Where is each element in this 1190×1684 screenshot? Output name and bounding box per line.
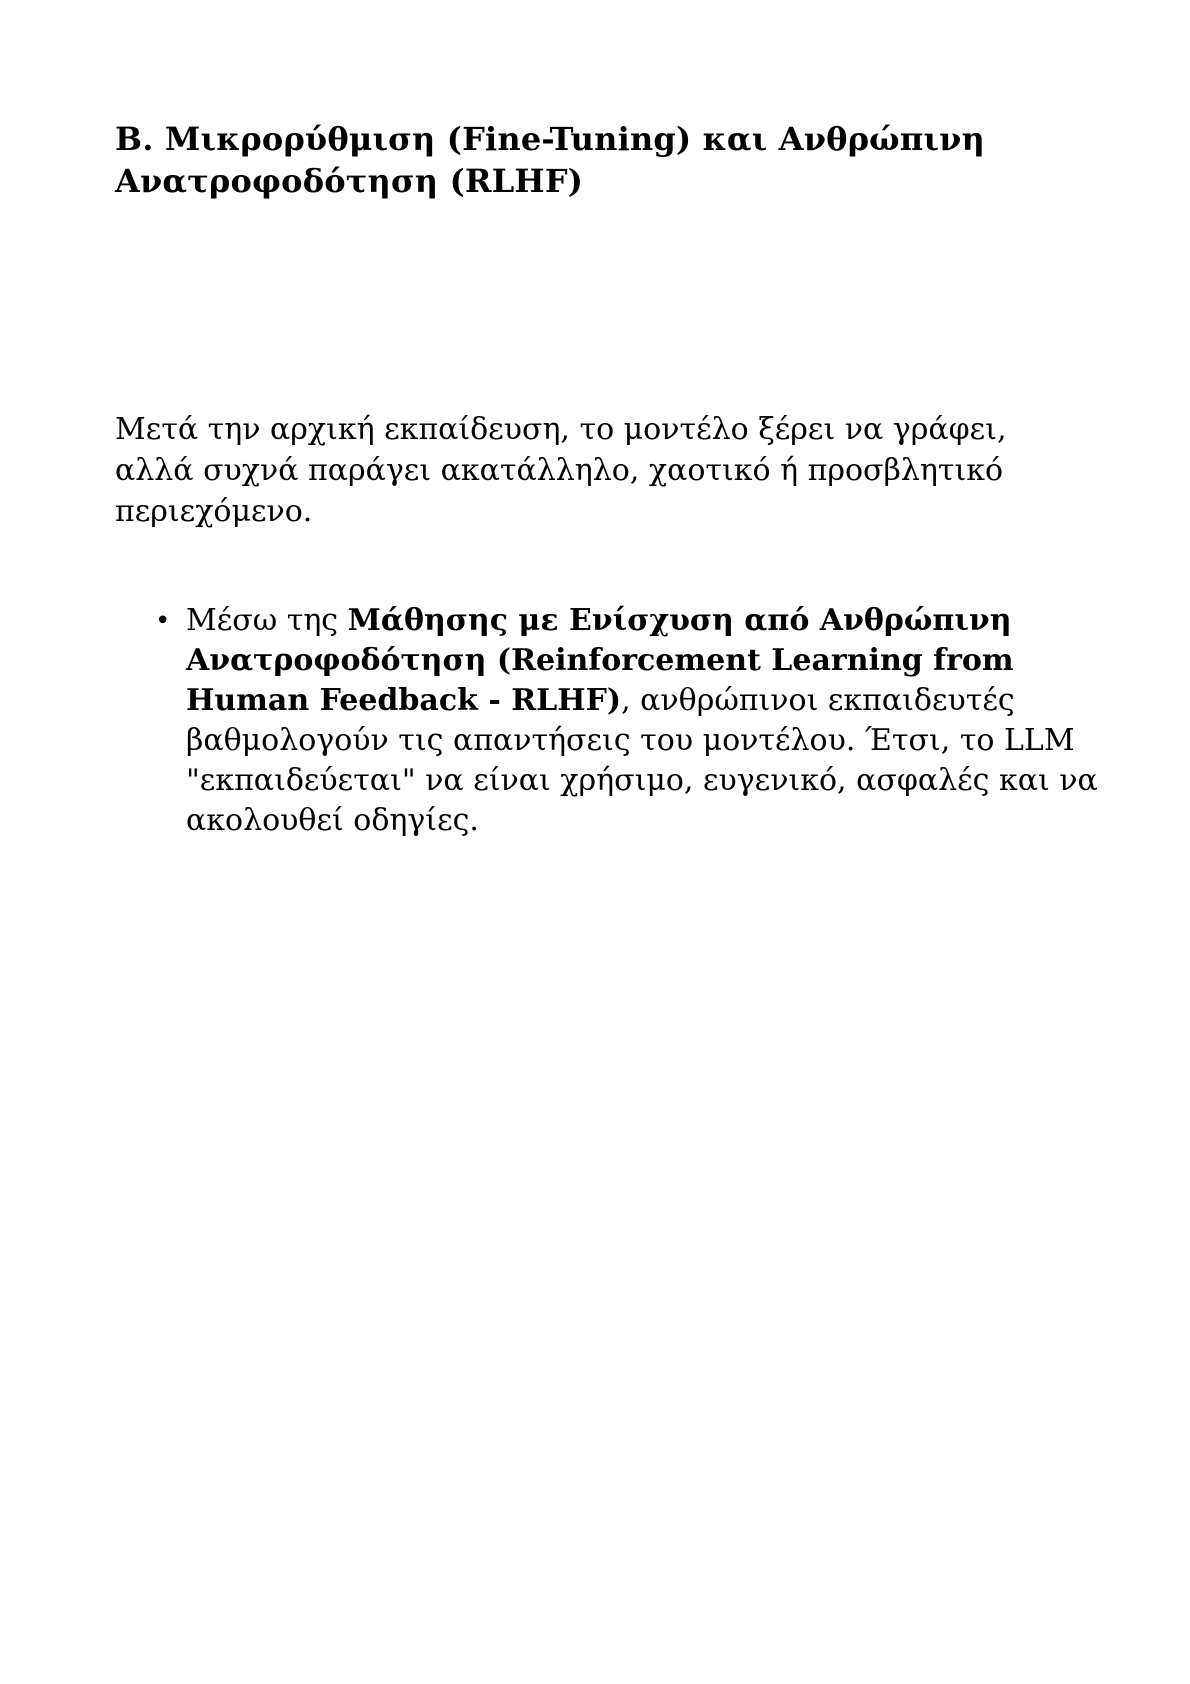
bullet-list [155, 601, 1105, 841]
bullet-lead-text: Μέσω της [186, 603, 348, 638]
bullet-bold-term: Μάθησης με Ενίσχυση από Ανθρώπινη Ανατροφοδότηση (Reinforcement Learning from Human Feedback - RLHF) [186, 603, 1014, 718]
bullet-icon: • [155, 606, 171, 636]
bullet-rest-text: , ανθρώπινοι εκπαιδευτές βαθμολογούν τις απαντήσεις του μοντέλου. Έτσι, το LLM "εκπαιδεύεται" να είναι χρήσιμο, ευγενικό, ασφαλές και να ακολουθεί οδηγίες. [186, 683, 1098, 838]
list-item [155, 601, 1105, 841]
section-heading: B. Μικρορύθμιση (Fine-Tuning) και Ανθρώπινη Ανατροφοδότηση (RLHF) [115, 120, 986, 200]
intro-paragraph: Μετά την αρχική εκπαίδευση, το μοντέλο ξέρει να γράφει, αλλά συχνά παράγει ακατάλληλο, χαοτικό ή προσβλητικό περιεχόμενο. [115, 412, 1007, 529]
